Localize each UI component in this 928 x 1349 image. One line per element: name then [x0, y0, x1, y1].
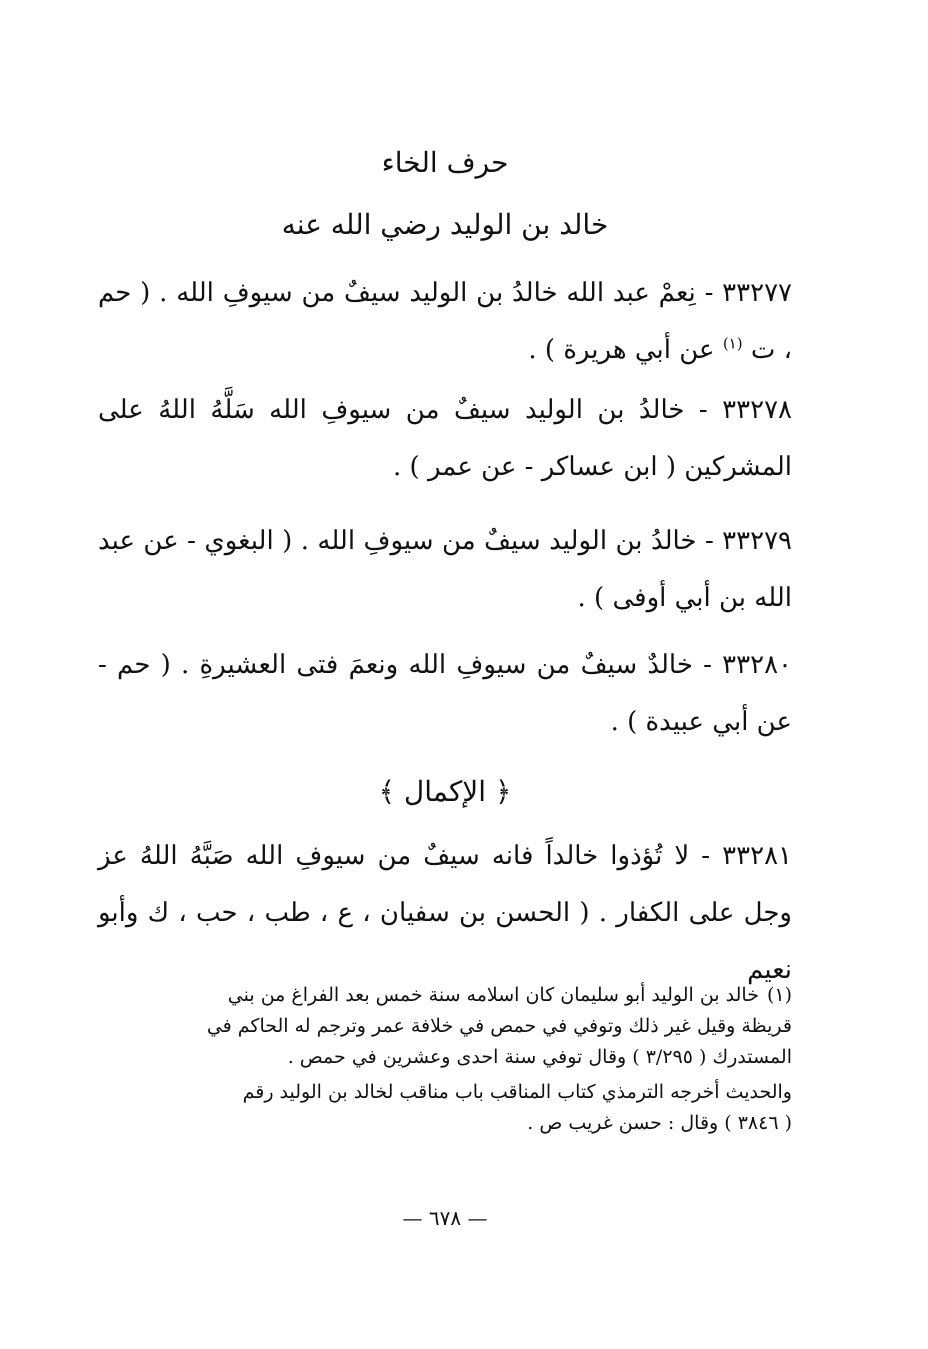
footnote-reference: (١)	[722, 334, 743, 353]
hadith-number: ٣٣٢٨١	[722, 841, 792, 871]
hadith-number: ٣٣٢٧٩	[722, 526, 792, 556]
hadith-dash: -	[689, 841, 711, 871]
hadith-text: نِعمْ عبد الله خالدُ بن الوليد سيفٌ من سيوفِ الله . ( حم ، ت	[98, 278, 792, 365]
hadith-dash: -	[696, 526, 714, 556]
hadith-33277	[98, 265, 792, 379]
hadith-number: ٣٣٢٨٠	[722, 650, 792, 680]
hadith-text-continued: عن أبي هريرة ) .	[528, 335, 715, 365]
hadith-number: ٣٣٢٧٧	[722, 278, 792, 308]
section-title: خالد بن الوليد رضي الله عنه	[281, 208, 609, 241]
footnote-line: والحديث أخرجه الترمذي كتاب المناقب باب مناقب لخالد بن الوليد رقم	[242, 1081, 792, 1103]
chapter-title: حرف الخاء	[381, 146, 509, 179]
ikmal-heading: ﴿ الإكمال ﴾	[378, 775, 512, 808]
footnote-line: قريظة وقيل غير ذلك وتوفي في حمص في خلافة عمر وترجم له الحاكم في	[206, 1015, 792, 1037]
footnotes	[98, 980, 792, 1143]
footnote-note	[98, 1077, 792, 1139]
hadith-dash: -	[695, 278, 714, 308]
page-number: — ٦٧٨ —	[402, 1206, 488, 1230]
hadith-number: ٣٣٢٧٨	[722, 395, 792, 425]
footnote-1	[98, 980, 792, 1073]
hadith-33281	[98, 828, 792, 999]
footnote-line: ( ٣٨٤٦ ) وقال : حسن غريب ص .	[527, 1112, 792, 1134]
hadith-dash: -	[692, 650, 712, 680]
hadith-33279	[98, 513, 792, 627]
hadith-text: خالدٌ سيفٌ من سيوفِ الله ونعمَ فتى العشيرةِ . ( حم - عن أبي عبيدة ) .	[98, 650, 792, 737]
hadith-text: لا تُؤذوا خالداً فانه سيفٌ من سيوفِ الله صَبَّهُ اللهُ عز وجل على الكفار . ( الحسن بن سفيان ، ع ، طب ، حب ، ك وأبو نعيم	[98, 841, 792, 985]
footnote-line: خالد بن الوليد أبو سليمان كان اسلامه سنة خمس بعد الفراغ من بني	[227, 984, 759, 1006]
hadith-text: خالدُ بن الوليد سيفٌ من سيوفِ الله . ( البغوي - عن عبد الله بن أبي أوفى ) .	[98, 526, 792, 613]
hadith-33280	[98, 637, 792, 751]
hadith-text: خالدُ بن الوليد سيفٌ من سيوفِ الله سَلَّهُ اللهُ على المشركين ( ابن عساكر - عن عمر ) .	[98, 395, 792, 482]
footnote-marker: (١)	[766, 984, 792, 1006]
hadith-33278	[98, 382, 792, 496]
hadith-dash: -	[684, 395, 708, 425]
footnote-line: المستدرك ( ٣/٢٩٥ ) وقال توفي سنة احدى وعشرين في حمص .	[287, 1046, 792, 1068]
